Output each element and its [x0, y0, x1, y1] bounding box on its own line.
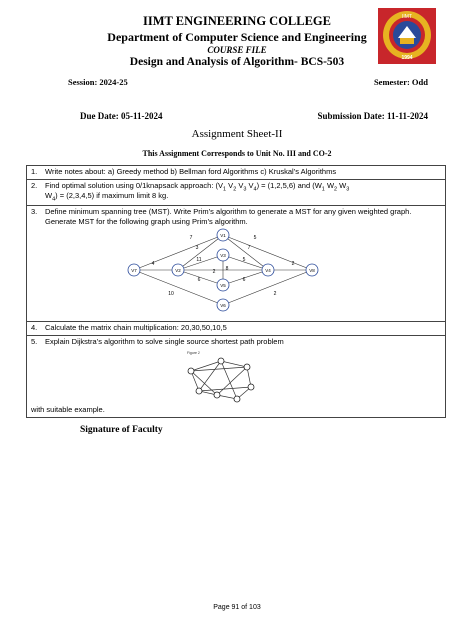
edge-weight-label: 11 [196, 257, 202, 263]
question-row [27, 166, 446, 180]
edge-weight-label: 4 [151, 261, 155, 267]
graph-edge [223, 255, 268, 270]
graph-node-label: V1 [220, 232, 226, 238]
graph-edge [178, 235, 223, 270]
logo-text: IIMT [402, 14, 412, 20]
edge-weight-label: 5 [242, 257, 246, 263]
sheet-subtitle: This Assignment Corresponds to Unit No. III and CO-2 [142, 149, 332, 158]
edge-weight-label: 7 [189, 235, 193, 241]
edge-weight-label: 5 [253, 235, 257, 241]
graph-edge [178, 270, 223, 285]
submission-date: Submission Date: 11-11-2024 [317, 111, 428, 121]
question-text: Calculate the matrix chain multiplication: 20,30,50,10,5 [45, 323, 227, 332]
sheet-title: Assignment Sheet-II [191, 128, 283, 140]
subject-title: Design and Analysis of Algorithm- BCS-503 [129, 56, 345, 68]
page-footer: Page 91 of 103 [213, 604, 261, 611]
graph-node-label: V3 [220, 252, 226, 258]
edge-weight-label: 8 [225, 266, 229, 272]
question-number: 4. [31, 323, 38, 332]
college-name: IIMT ENGINEERING COLLEGE [142, 14, 331, 28]
graph-node-label: V8 [309, 267, 315, 273]
question-text: Write notes about: a) Greedy method b) Bellman ford Algorithms c) Kruskal’s Algorithms [45, 167, 337, 176]
graph-edge [223, 235, 268, 270]
graph-node-label: V7 [131, 267, 137, 273]
graph-edge [223, 270, 268, 285]
question-row [27, 336, 446, 418]
question-text-part: Find optimal solution using 0/1knapsack approach: (V [45, 181, 224, 190]
semester-label: Semester: Odd [373, 77, 428, 87]
graph-node-label: V5 [220, 282, 226, 288]
question-row [27, 206, 446, 322]
edge-weight-label: 6 [242, 277, 246, 283]
edge-weight-label: 3 [195, 245, 199, 251]
graph-node-label: V2 [175, 267, 181, 273]
graph-node-label: V4 [265, 267, 271, 273]
question-text: Explain Dijkstra’s algorithm to solve single source shortest path problem [45, 337, 284, 346]
edge-weight-label: 10 [168, 291, 174, 297]
question-row: 2. Find optimal solution using 0/1knapsack approach: ($V_1$ $V_2$ $V_3$ $V_4) = (1,2,5,6)$ and ($W_1$ $W_2$ $W_3$ $W_4) = (2,3,4,5)$ if maximum limit 8 kg. [27, 180, 446, 206]
question-row [27, 322, 446, 336]
question-number: 1. [31, 167, 38, 176]
signature-label: Signature of Faculty [80, 425, 163, 435]
edge-weight-label: 2 [212, 269, 216, 275]
logo-year: 1994 [401, 55, 413, 61]
course-file-label: COURSE FILE [207, 45, 267, 55]
question-table [26, 165, 446, 418]
question-text-tail: with suitable example. [31, 405, 105, 414]
edge-weight-label: 2 [273, 291, 277, 297]
figure-label: Figure 2 [187, 351, 200, 355]
question-text: Define minimum spanning tree (MST). Write Prim’s algorithm to generate a MST for any given weighted graph. Generate MST for the following graph using Prim’s algorithm. [45, 207, 412, 226]
due-date: Due Date: 05-11-2024 [80, 111, 163, 121]
dijkstra-graph-figure [181, 347, 261, 405]
question-number: 2. [31, 181, 38, 190]
edge-weight-label: 6 [197, 277, 201, 283]
prim-graph-figure [31, 227, 441, 317]
edge-weight-label: 7 [247, 245, 251, 251]
graph-node-label: V6 [220, 302, 226, 308]
edge-weight-label: 2 [291, 261, 295, 267]
department-name: Department of Computer Science and Engineering [107, 30, 367, 44]
college-logo [378, 8, 436, 64]
session-label: Session: 2024-25 [68, 77, 128, 87]
question-number: 5. [31, 337, 38, 346]
question-number: 3. [31, 207, 38, 216]
